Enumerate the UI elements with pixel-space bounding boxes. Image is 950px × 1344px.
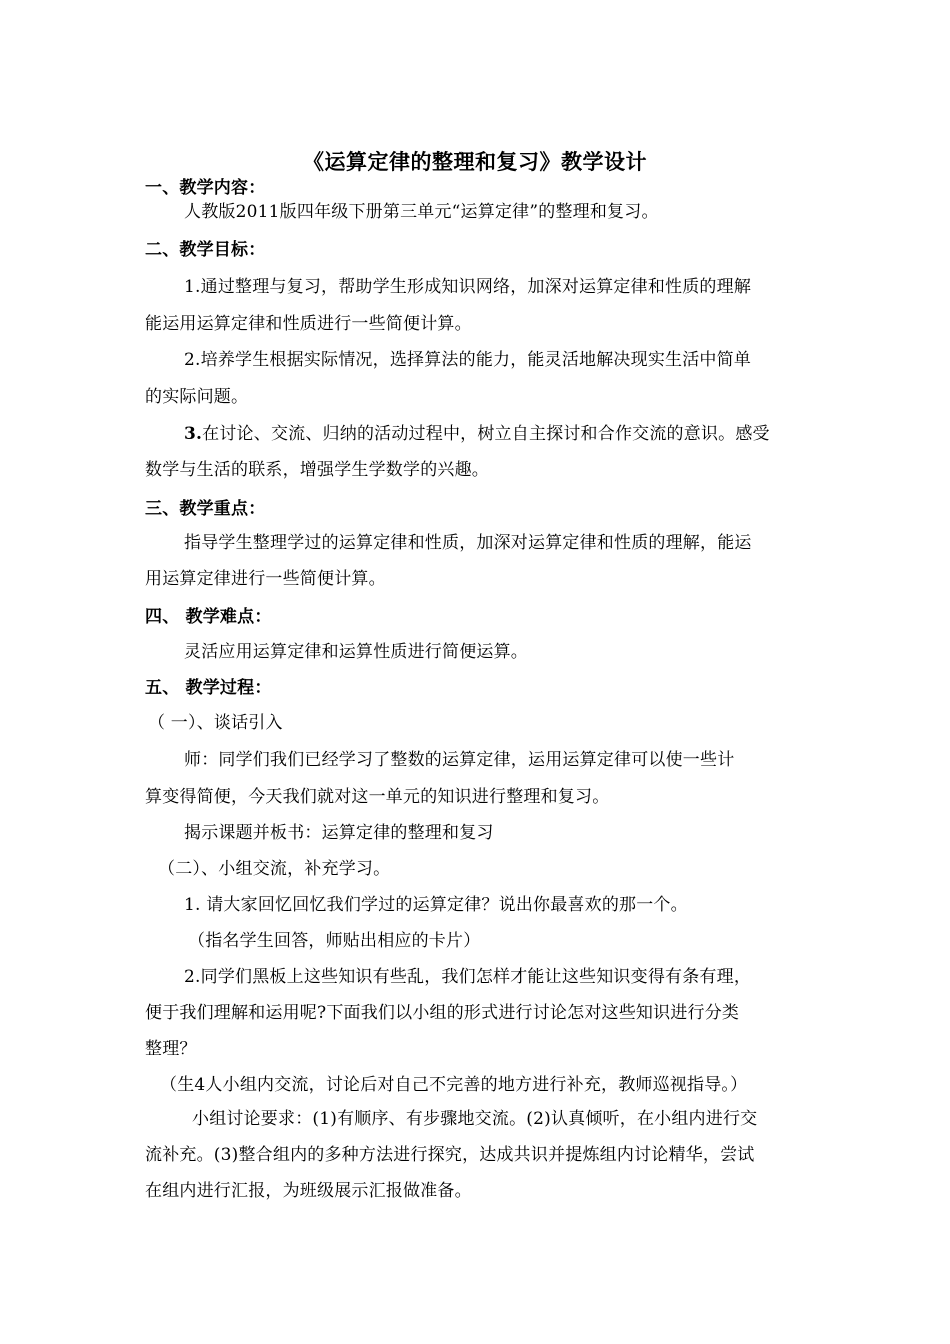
section-heading-process: 五、 教学过程： (145, 678, 272, 698)
goal-2-line-2: 的实际问题。 (145, 387, 249, 407)
requirements-line-1: 小组讨论要求：(1)有顺序、有步骤地交流。(2)认真倾听，在小组内进行交 (192, 1109, 758, 1129)
step-2-item-2-line-2: 便于我们理解和运用呢?下面我们以小组的形式进行讨论怎对这些知识进行分类 (145, 1003, 740, 1023)
step-2-heading: （二）、小组交流，补充学习。 (158, 859, 391, 879)
goal-1-line-2: 能运用运算定律和性质进行一些简便计算。 (145, 314, 472, 334)
step-1-line-1: 师：同学们我们已经学习了整数的运算定律，运用运算定律可以使一些计 (184, 750, 735, 770)
section-heading-content: 一、教学内容： (145, 178, 266, 198)
key-line-2: 用运算定律进行一些简便计算。 (145, 569, 386, 589)
step-2-item-2-line-1: 2.同学们黑板上这些知识有些乱，我们怎样才能让这些知识变得有条有理， (184, 967, 752, 987)
step-1-heading: （ 一）、谈话引入 (148, 713, 283, 733)
step-2-note: （生4人小组内交流，讨论后对自己不完善的地方进行补充，教师巡视指导。） (160, 1075, 748, 1095)
requirements-line-2: 流补充。(3)整合组内的多种方法进行探究，达成共识并提炼组内讨论精华，尝试 (145, 1145, 755, 1165)
goal-1-line-1: 1.通过整理与复习，帮助学生形成知识网络，加深对运算定律和性质的理解 (184, 277, 752, 297)
step-2-item-1: 1. 请大家回忆回忆我们学过的运算定律？说出你最喜欢的那一个。 (184, 895, 688, 915)
content-text: 人教版2011版四年级下册第三单元“运算定律”的整理和复习。 (184, 202, 659, 222)
goal-3-number: 3. (184, 424, 203, 444)
step-1-line-3: 揭示课题并板书：运算定律的整理和复习 (184, 823, 494, 843)
goal-3-line-2: 数学与生活的联系，增强学生学数学的兴趣。 (145, 460, 489, 480)
document-title: 《运算定律的整理和复习》教学设计 (303, 149, 647, 174)
goal-3-text: 在讨论、交流、归纳的活动过程中，树立自主探讨和合作交流的意识。感受 (202, 424, 770, 444)
section-heading-goals: 二、教学目标： (145, 240, 266, 260)
step-2-item-2-line-3: 整理？ (145, 1039, 197, 1059)
key-line-1: 指导学生整理学过的运算定律和性质，加深对运算定律和性质的理解，能运 (184, 533, 752, 553)
requirements-line-3: 在组内进行汇报，为班级展示汇报做准备。 (145, 1181, 472, 1201)
goal-3-line-1 (184, 423, 770, 445)
section-heading-key: 三、教学重点： (145, 499, 266, 519)
section-heading-difficulty: 四、 教学难点： (145, 607, 272, 627)
difficulty-text: 灵活应用运算定律和运算性质进行简便运算。 (184, 642, 528, 662)
goal-2-line-1: 2.培养学生根据实际情况，选择算法的能力，能灵活地解决现实生活中简单 (184, 350, 752, 370)
step-2-item-1-note: （指名学生回答，师贴出相应的卡片） (188, 931, 481, 951)
step-1-line-2: 算变得简便，今天我们就对这一单元的知识进行整理和复习。 (145, 787, 610, 807)
